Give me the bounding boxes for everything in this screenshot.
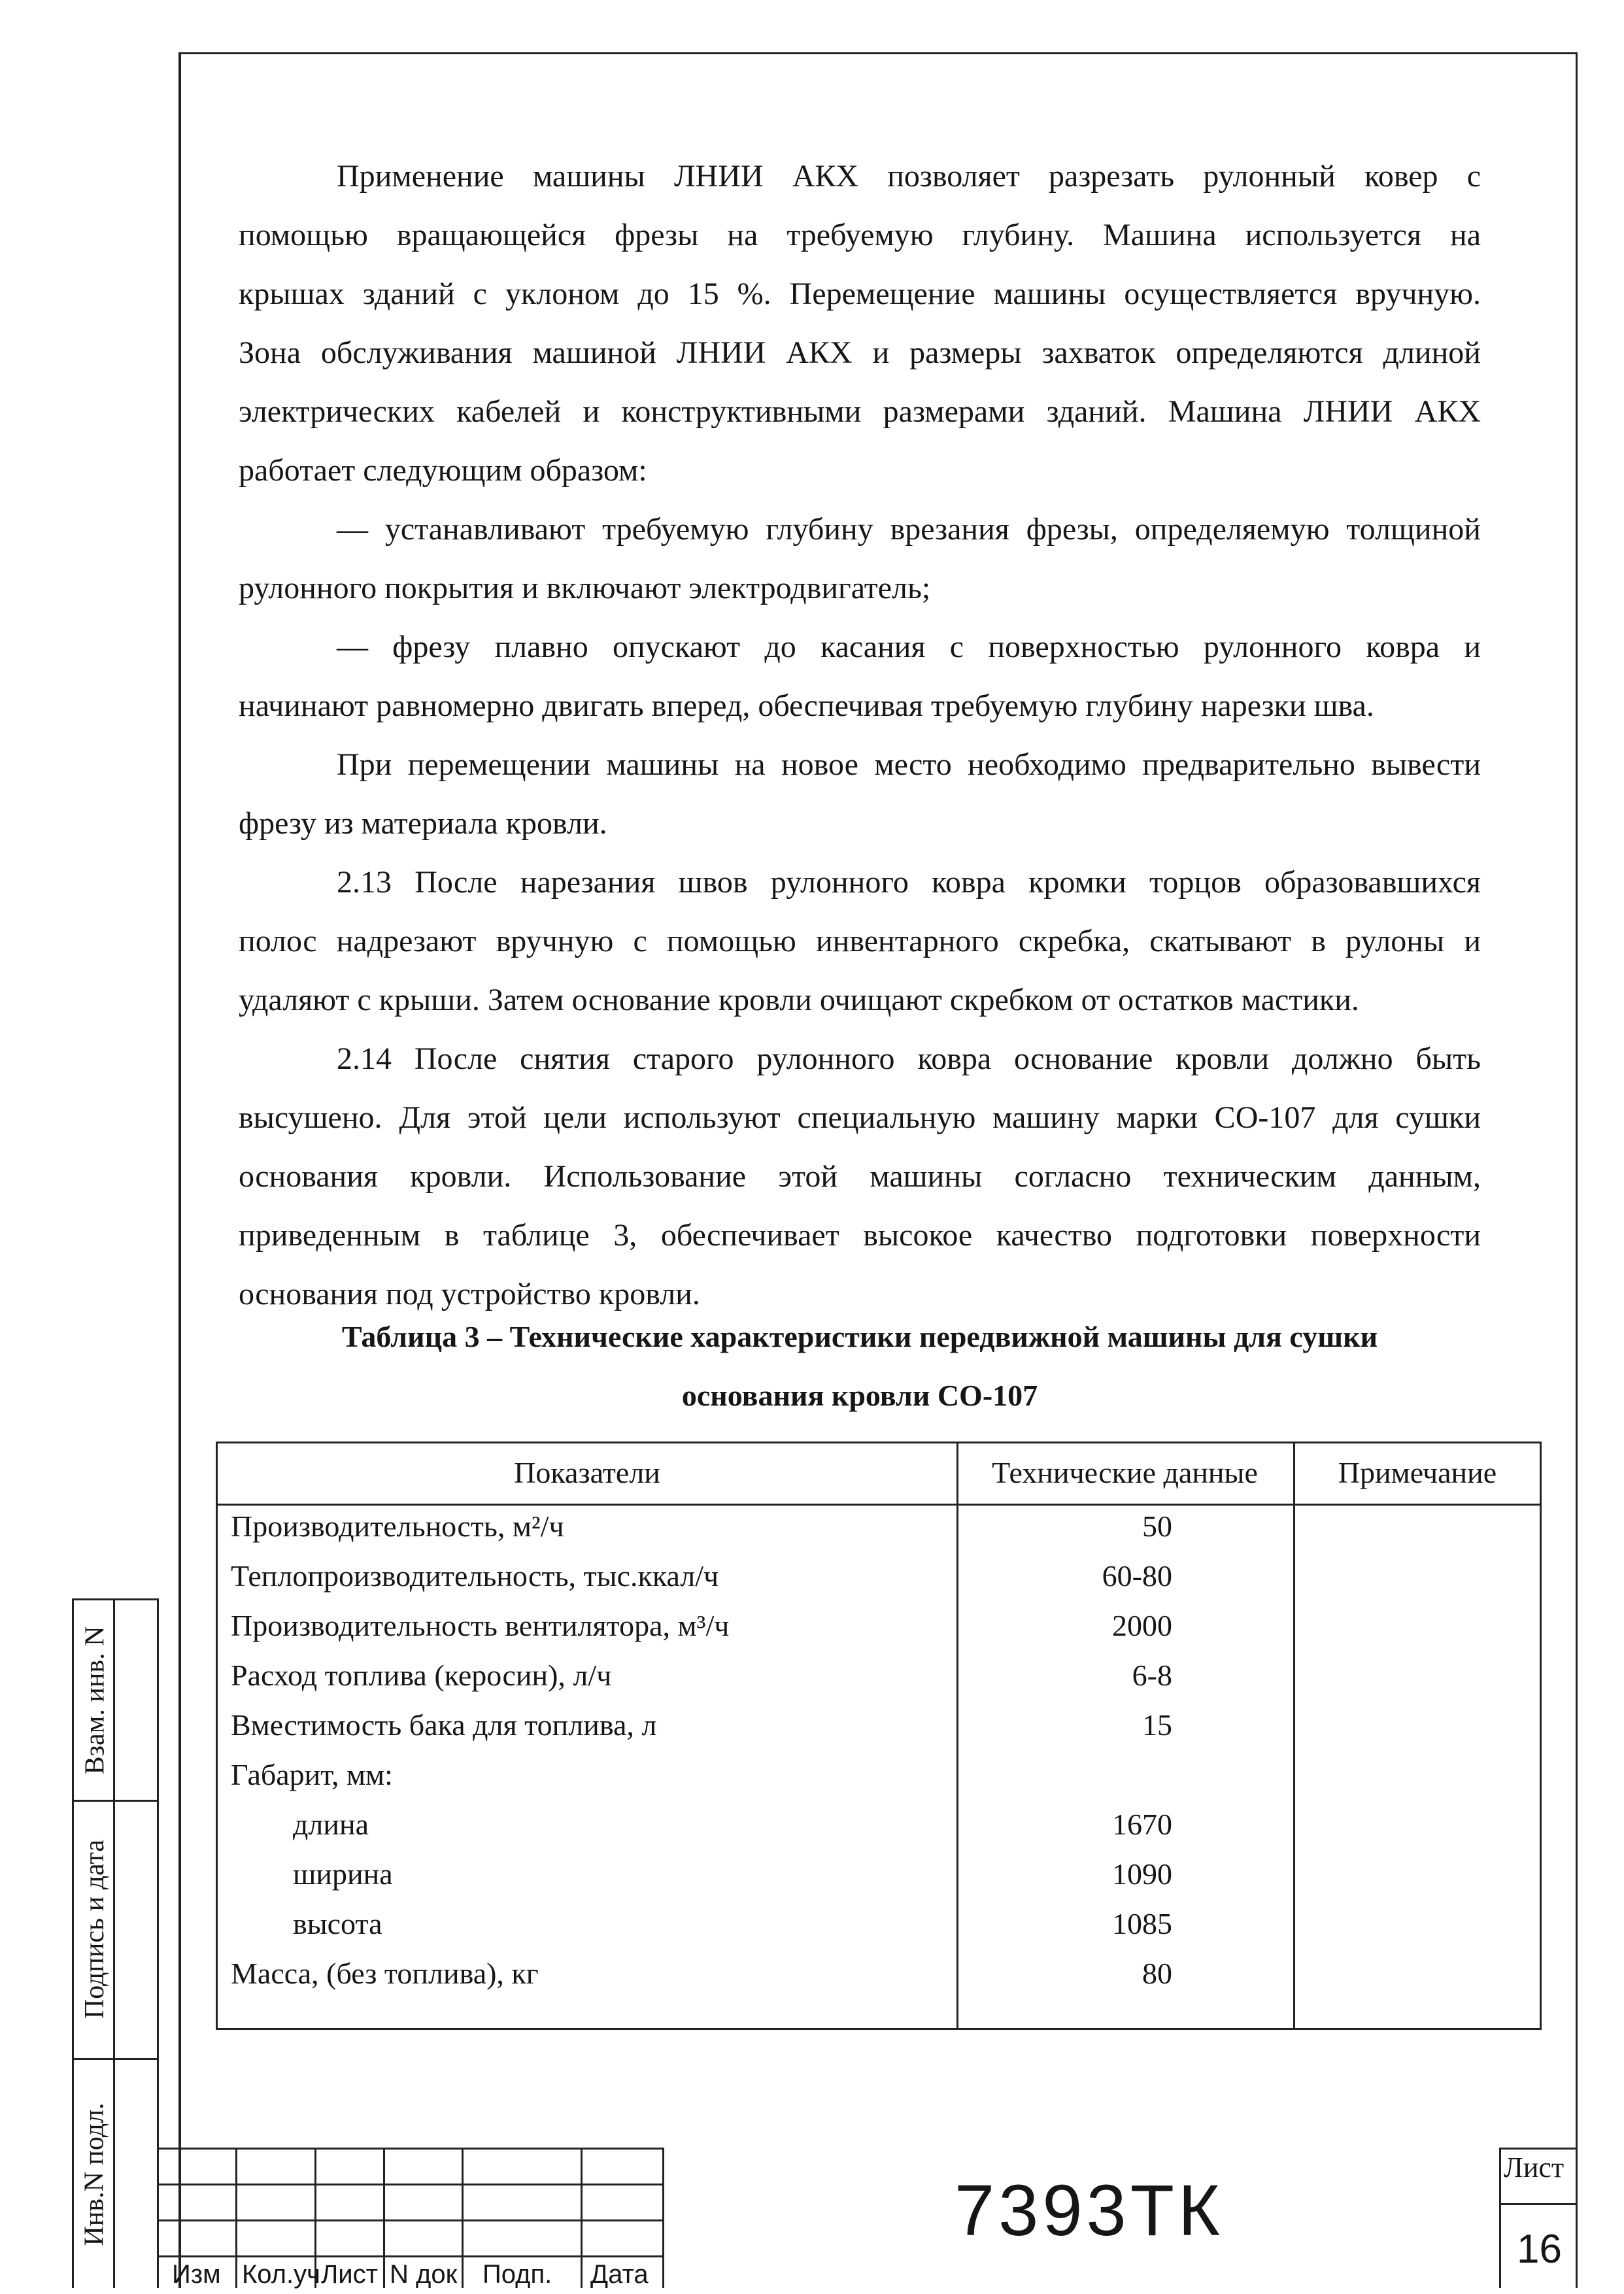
text-line: высушено. Для этой цели используют специальную машину марки СО-107 для сушки (239, 1100, 1481, 1135)
col-podp-label: Подп. (482, 2260, 552, 2289)
table-col-divider (1293, 1443, 1295, 2028)
side-stamp (72, 1598, 159, 2288)
table-caption-line-1: Таблица 3 – Технические характеристики передвижной машины для сушки (341, 1320, 1378, 1353)
text-line: Зона обслуживания машиной ЛНИИ АКХ и размеры захваток определяются длиной (239, 335, 1481, 370)
title-block-divider (581, 2148, 583, 2288)
sheet-label: Лист (1504, 2151, 1565, 2184)
text-line: При перемещении машины на новое место необходимо предварительно вывести (337, 747, 1481, 782)
title-block-rule (159, 2219, 662, 2221)
text-line: начинают равномерно двигать вперед, обеспечивая требуемую глубину нарезки шва. (239, 688, 1374, 723)
text-line: удаляют с крыши. Затем основание кровли очищают скребком от остатков мастики. (239, 983, 1359, 1017)
table-row-label: Производительность вентилятора, м³/ч (231, 1609, 730, 1642)
title-block-rule (159, 2148, 662, 2150)
title-block-rule (1499, 2148, 1578, 2150)
table-header-divider (218, 1504, 1540, 1506)
table-header-tech-data: Технические данные (992, 1456, 1258, 1489)
title-block-divider (1499, 2148, 1501, 2288)
vzam-inv-label: Взам. инв. N (80, 1626, 110, 1774)
table-caption-line-2: основания кровли СО-107 (681, 1379, 1038, 1412)
col-kol-uch-label: Кол.уч (242, 2260, 320, 2289)
text-line: электрических кабелей и конструктивными размерами зданий. Машина ЛНИИ АКХ (239, 394, 1481, 429)
title-block-divider (662, 2148, 664, 2288)
text-line: — фрезу плавно опускают до касания с поверхностью рулонного ковра и (337, 630, 1481, 664)
table-row-value: 6-8 (1132, 1659, 1172, 1692)
text-line: полос надрезают вручную с помощью инвентарного скребка, скатывают в рулоны и (239, 924, 1481, 958)
table-row-label: Расход топлива (керосин), л/ч (231, 1659, 612, 1692)
table-header-indicators: Показатели (514, 1456, 660, 1489)
text-line: приведенным в таблице 3, обеспечивает высокое качество подготовки поверхности (239, 1218, 1481, 1253)
table-row-value: 15 (1142, 1708, 1172, 1742)
col-list-label: Лист (321, 2260, 378, 2289)
title-block-divider (462, 2148, 464, 2288)
inv-podl-label: Инв.N подл. (80, 2102, 110, 2246)
text-line: 2.13 После нарезания швов рулонного ковра кромки торцов образовавшихся (337, 865, 1481, 900)
text-line: рулонного покрытия и включают электродвигатель; (239, 571, 931, 605)
table-row-value: 1085 (1112, 1907, 1172, 1940)
table-row-label: длина (293, 1808, 369, 1841)
table-row-label: Производительность, м²/ч (231, 1510, 564, 1543)
text-line: основания кровли. Использование этой машины согласно техническим данным, (239, 1159, 1481, 1194)
text-line: фрезу из материала кровли. (239, 806, 607, 841)
title-block-divider (235, 2148, 237, 2288)
table-row-value: 80 (1142, 1957, 1172, 1990)
paragraph (239, 1030, 1481, 1324)
table-row-label: высота (293, 1907, 382, 1940)
table-header-note: Примечание (1338, 1456, 1497, 1489)
title-block-rule (159, 2184, 662, 2185)
title-block-rule (1499, 2203, 1578, 2205)
col-data-label: Дата (590, 2260, 649, 2289)
text-line: работает следующим образом: (239, 453, 647, 488)
text-line: помощью вращающейся фрезы на требуемую глубину. Машина используется на (239, 218, 1481, 252)
paragraph (239, 147, 1481, 500)
text-line: Применение машины ЛНИИ АКХ позволяет разрезать рулонный ковер с (337, 159, 1481, 194)
document-code: 7393ТК (955, 2170, 1224, 2251)
col-n-dok-label: N док (390, 2260, 458, 2289)
specs-table (216, 1442, 1542, 2030)
table-row-label: ширина (293, 1857, 393, 1891)
text-line: основания под устройство кровли. (239, 1277, 700, 1311)
paragraph (239, 853, 1481, 1030)
text-line: крышах зданий с уклоном до 15 %. Перемещение машины осуществляется вручную. (239, 277, 1481, 311)
sheet-number: 16 (1517, 2227, 1562, 2272)
table-row-value: 1090 (1112, 1857, 1172, 1891)
title-block-divider (383, 2148, 385, 2288)
table-row-value: 1670 (1112, 1808, 1172, 1841)
table-row-label: Вместимость бака для топлива, л (231, 1708, 657, 1742)
col-izm-label: Изм (172, 2260, 221, 2289)
table-col-divider (956, 1443, 958, 2028)
paragraph (239, 618, 1481, 735)
paragraph (239, 735, 1481, 853)
title-block (159, 2148, 1578, 2288)
paragraph (239, 500, 1481, 618)
table-row-value: 2000 (1112, 1609, 1172, 1642)
table-row-label: Габарит, мм: (231, 1758, 393, 1791)
table-row-label: Масса, (без топлива), кг (231, 1957, 539, 1990)
table-row-value: 50 (1142, 1510, 1172, 1543)
text-line: — устанавливают требуемую глубину врезания фрезы, определяемую толщиной (337, 512, 1481, 547)
title-block-rule (159, 2255, 662, 2257)
text-line: 2.14 После снятия старого рулонного ковра основание кровли должно быть (337, 1041, 1481, 1076)
podpis-data-label: Подпись и дата (80, 1839, 110, 2019)
table-row-value: 60-80 (1102, 1559, 1172, 1593)
table-row-label: Теплопроизводительность, тыс.ккал/ч (231, 1559, 719, 1593)
side-stamp-divider (113, 1600, 115, 2288)
